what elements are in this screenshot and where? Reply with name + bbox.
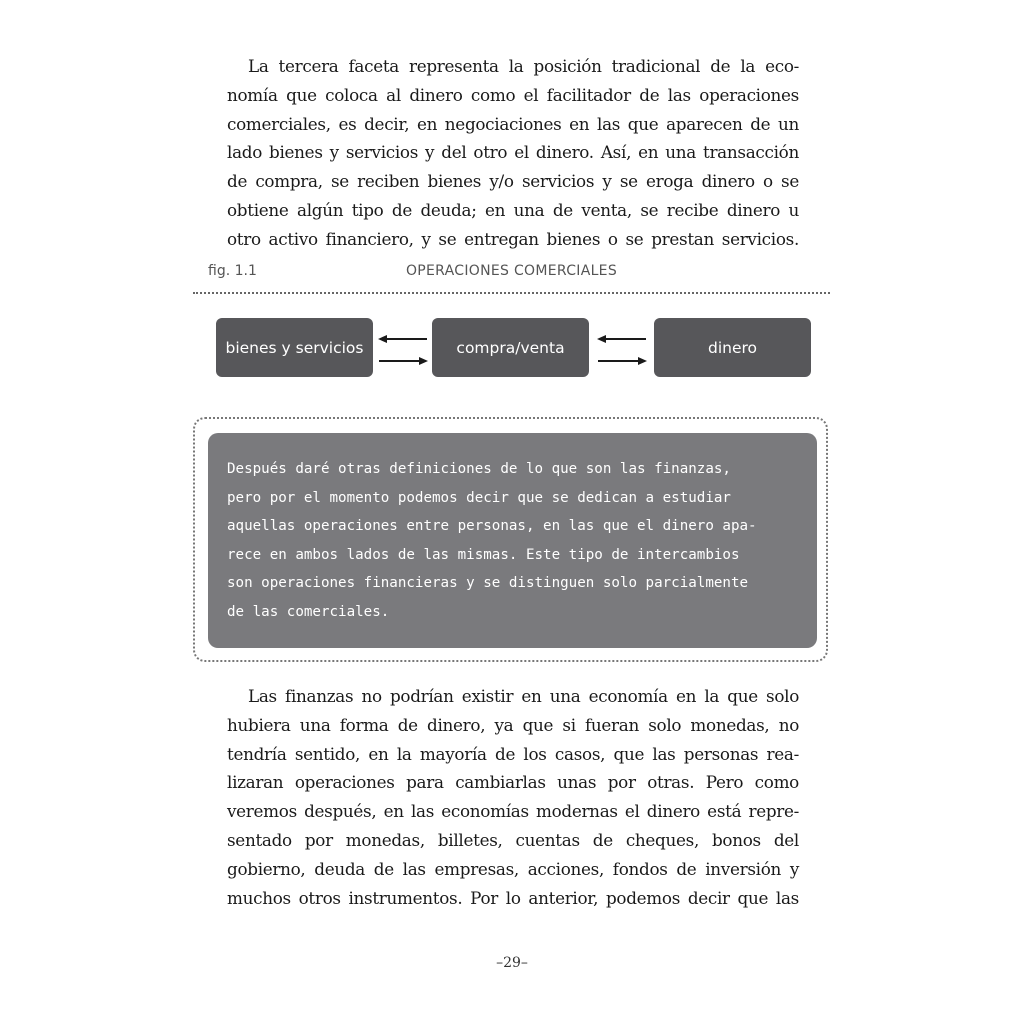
paragraph-line: obtiene algún tipo de deuda; en una de venta, se recibe dinero u	[227, 199, 799, 220]
note-line: rece en ambos lados de las mismas. Este tipo de intercambios	[227, 546, 740, 563]
paragraph-line: sentado por monedas, billetes, cuentas de cheques, bonos del	[227, 829, 799, 850]
exchange-arrows-icon	[377, 330, 429, 370]
note-line: aquellas operaciones entre personas, en las que el dinero apa-	[227, 518, 757, 535]
paragraph-line: gobierno, deuda de las empresas, acciones, fondos de inversión y	[227, 858, 799, 879]
exchange-arrows-icon	[596, 330, 648, 370]
node-dinero: dinero	[654, 318, 811, 377]
paragraph-2	[227, 682, 799, 912]
paragraph-line: Las finanzas no podrían existir en una economía en la que solo	[248, 686, 799, 706]
node-bienes-y-servicios: bienes y servicios	[216, 318, 373, 377]
paragraph-line: otro activo financiero, y se entregan bienes o se prestan servicios.	[227, 228, 799, 249]
paragraph-line: hubiera una forma de dinero, ya que si fueran solo monedas, no	[227, 714, 799, 735]
page-number: –29–	[496, 955, 528, 971]
paragraph-line: muchos otros instrumentos. Por lo anterior, podemos decir que las	[227, 887, 799, 908]
paragraph-line: nomía que coloca al dinero como el facilitador de las operaciones	[227, 84, 799, 105]
figure-title: OPERACIONES COMERCIALES	[405, 263, 618, 279]
note-line: pero por el momento podemos decir que se dedican a estudiar	[227, 489, 731, 506]
note-line: son operaciones financieras y se distinguen solo parcialmente	[227, 575, 749, 592]
paragraph-line: veremos después, en las economías modernas el dinero está repre-	[227, 801, 799, 822]
note-line: Después daré otras definiciones de lo que son las finanzas,	[227, 461, 731, 477]
paragraph-line: de compra, se reciben bienes y/o servicios y se eroga dinero o se	[227, 171, 799, 192]
paragraph-line: La tercera faceta representa la posición tradicional de la eco-	[248, 56, 799, 76]
paragraph-1	[227, 52, 799, 254]
figure-divider	[193, 292, 830, 294]
paragraph-line: tendría sentido, en la mayoría de los casos, que las personas rea-	[227, 743, 799, 764]
paragraph-line: lado bienes y servicios y del otro el dinero. Así, en una transacción	[227, 142, 799, 163]
note-box	[208, 433, 817, 648]
node-compra-venta: compra/venta	[432, 318, 589, 377]
paragraph-line: comerciales, es decir, en negociaciones en las que aparecen de un	[227, 113, 799, 134]
paragraph-line: lizaran operaciones para cambiarlas unas por otras. Pero como	[227, 772, 799, 793]
note-line: de las comerciales.	[227, 603, 390, 620]
figure-label: fig. 1.1	[208, 263, 257, 279]
